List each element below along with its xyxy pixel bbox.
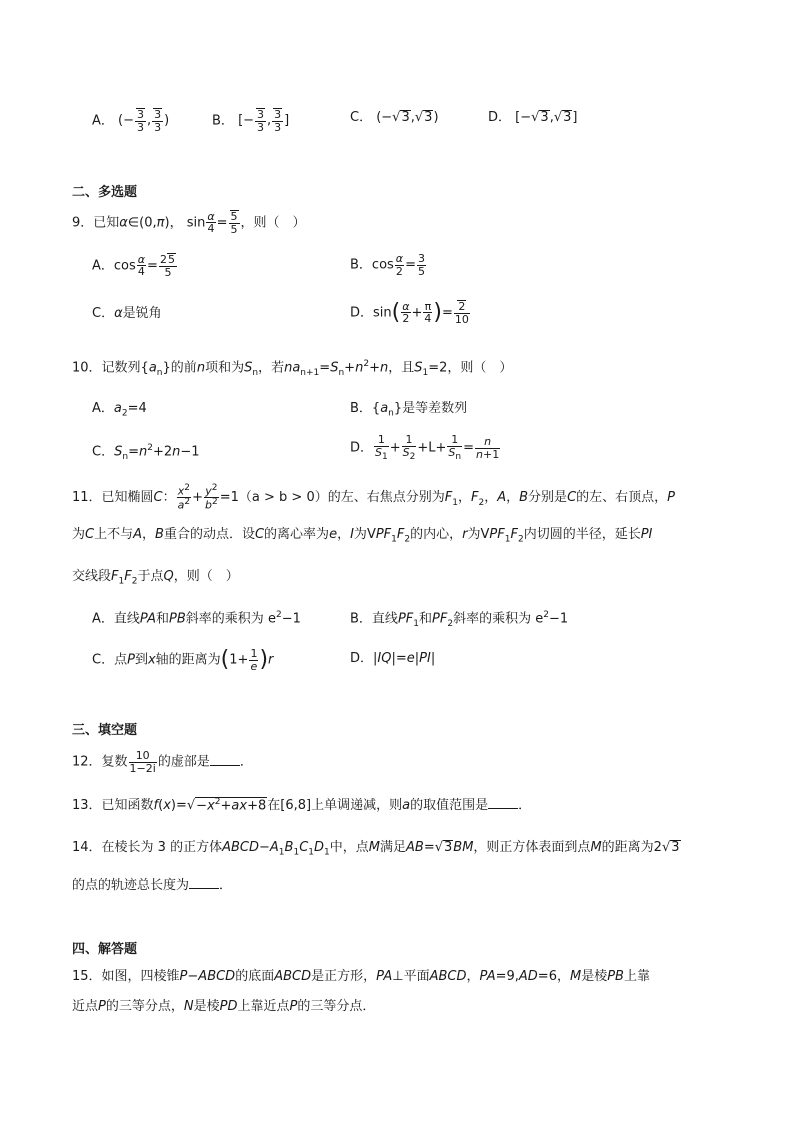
q10-option-c: C．$S_n=n^2+2n-1$ — [92, 443, 200, 462]
q15-line-2: 近点P的三等分点，N是棱PD上靠近点P的三等分点． — [72, 999, 376, 1014]
option-letter: C． — [350, 110, 373, 125]
answer-blank[interactable] — [189, 876, 219, 889]
stem-text: 是棱 — [581, 969, 608, 984]
section-heading-fill-in: 三、填空题 — [72, 723, 138, 738]
q10-option-b: B．$\{a_n\}$是等差数列 — [350, 401, 468, 419]
q9-option-b: B．cos $\frac{\alpha}{2}$ = $\frac{3}{5}$ — [350, 252, 425, 278]
option-text: 和 — [419, 611, 433, 627]
stem-text: ， — [466, 969, 480, 984]
option-text: 点 — [114, 652, 128, 668]
stem-text: 平面 — [403, 969, 430, 984]
stem-text: 上不与 — [94, 527, 134, 542]
stem-text: 于点 — [137, 569, 164, 584]
stem-text: ，则（ ） — [447, 360, 513, 376]
option-text: 到 — [134, 652, 148, 668]
stem-text: ， — [556, 969, 570, 984]
stem-text: 是棱 — [193, 999, 220, 1014]
stem-text: 的底面 — [235, 969, 275, 984]
stem-text: 14．在棱长为 3 的正方体 — [72, 840, 223, 855]
q8-option-c — [350, 110, 439, 125]
q8-option-a-math: (− $\frac{3}{3}$ , $\frac{3}{3}$ ) — [118, 108, 170, 135]
section-heading-multiple-choice: 二、多选题 — [72, 185, 138, 200]
stem-text: ． — [219, 878, 233, 893]
stem-text: 内切圆的半径，延长 — [523, 527, 641, 542]
q9-option-c: C．α是锐角 — [92, 306, 162, 321]
stem-text: 的前 — [170, 360, 197, 376]
q11-line-3: 交线段$F_1F_2$于点Q，则（ ） — [72, 569, 239, 587]
stem-text: 分别是 — [528, 490, 568, 506]
q15-line-1: 15．如图，四棱锥P−ABCD的底面ABCD是正方形，PA⊥平面ABCD，PA=9,AD=6，M是棱PB上靠 — [72, 969, 650, 984]
q10-stem: 10．记数列$\{a_n\}$的前n项和为$S_n$，若$na_{n+1}=S_n+n^2+n$，且$S_1=2$，则（ ） — [72, 359, 513, 378]
option-letter: B． — [350, 257, 372, 273]
option-letter: C． — [92, 306, 115, 321]
q9-option-d: D．sin( $\frac{\alpha}{2}$ + $\frac{\pi}{4}$ )= $\frac{2}{10}$ — [350, 299, 469, 327]
answer-blank[interactable] — [488, 796, 518, 809]
option-letter: D． — [350, 651, 374, 666]
q11-option-c: C．点P到x轴的距离为(1+ $\frac{1}{e}$ )r — [92, 647, 274, 673]
stem-text: 为 — [353, 527, 367, 542]
stem-text: 上靠近点 — [237, 999, 290, 1014]
stem-text: 为 — [467, 527, 481, 542]
q8-option-c-math: (−√3,√3) — [376, 110, 439, 125]
stem-text: 的内心， — [410, 527, 463, 542]
stem-text: 的三等分点， — [105, 999, 184, 1014]
option-text: 斜率的乘积为 — [453, 611, 532, 627]
stem-text: 的左、右顶点， — [576, 490, 668, 506]
stem-text: ，则（ ） — [240, 215, 306, 231]
q9-option-a: A．cos $\frac{\alpha}{4}$ = $\frac{25}{5}$ — [92, 252, 175, 280]
q11-option-b: B．直线$PF_1$和$PF_2$斜率的乘积为 $e^2-1$ — [350, 610, 569, 629]
section-heading-solution: 四、解答题 — [72, 942, 138, 957]
option-letter: B． — [350, 611, 372, 627]
stem-text: 12．复数 — [72, 754, 128, 770]
stem-text: 的点的轨迹总长度为 — [72, 878, 190, 893]
q12: 12．复数 $\frac{10}{1-2i}$ 的虚部是 ． — [72, 749, 253, 775]
stem-text: 是正方形， — [311, 969, 377, 984]
q8-option-d — [488, 110, 577, 125]
stem-text: ，则（ ） — [173, 569, 239, 584]
q11-line-1: 11．已知椭圆C： $\frac{x^2}{a^2}$ + $\frac{y^2}{b^2}$ =1（a > b > 0）的左、右焦点分别为$F_1$，$F_2$，A，B分别是C的左、右顶点，P — [72, 483, 675, 512]
q11-option-d: D．|IQ|=e|PI| — [350, 651, 436, 666]
option-text: 和 — [156, 611, 170, 627]
math-expr: α — [119, 215, 128, 231]
stem-text: 的距离为 — [601, 840, 654, 855]
stem-text: 的离心率为 — [264, 527, 330, 542]
stem-text: 的三等分点． — [297, 999, 376, 1014]
stem-text: ，则正方体表面到点 — [473, 840, 591, 855]
q8-option-b — [212, 108, 289, 134]
option-letter: A． — [92, 113, 114, 129]
q14-line-1: 14．在棱长为 3 的正方体$ABCD-A_1B_1C_1D_1$中，点M满足AB=√3BM，则正方体表面到点M的距离为2√3 — [72, 840, 680, 858]
q8-option-a — [92, 108, 169, 134]
stem-text: 15．如图，四棱锥 — [72, 969, 180, 984]
stem-text: ， — [169, 215, 183, 231]
option-letter: B． — [350, 401, 372, 416]
option-letter: C． — [92, 444, 115, 460]
stem-text: ，若 — [258, 360, 285, 376]
stem-text: 上靠 — [623, 969, 650, 984]
option-letter: A． — [92, 611, 114, 627]
q14-line-2 — [72, 876, 232, 892]
q8-option-d-math: [−√3,√3] — [515, 110, 578, 125]
stem-text: 在 — [267, 798, 281, 813]
stem-text: 近点 — [72, 999, 99, 1014]
option-text: 轴的距离为 — [155, 652, 221, 668]
option-letter: A． — [92, 401, 114, 416]
q13: 13．已知函数$f(x)=√-x^2+ax+8$在[6,8]上单调递减，则a的取值范围是 ． — [72, 796, 532, 813]
stem-text: 11．已知椭圆 — [72, 490, 154, 506]
stem-text: ，且 — [388, 360, 415, 376]
q10-option-a: A．$a_2=4$ — [92, 401, 147, 419]
stem-text: （a > b > 0）的左、右焦点分别为 — [238, 490, 445, 506]
stem-text: 中，点 — [329, 840, 369, 855]
answer-blank[interactable] — [210, 753, 240, 766]
stem-text: 满足 — [379, 840, 406, 855]
option-text: 直线 — [113, 611, 140, 627]
option-letter: D． — [488, 110, 512, 125]
option-letter: D． — [350, 440, 374, 456]
stem-text: 13．已知函数 — [72, 798, 154, 813]
option-text: 是等差数列 — [402, 401, 468, 416]
stem-text: 交线段 — [72, 569, 112, 584]
stem-text: 的虚部是 — [157, 754, 210, 770]
stem-text: ． — [518, 798, 532, 813]
stem-text: 10．记数列 — [72, 360, 141, 376]
q11-line-2: 为C上不与A，B重合的动点．设C的离心率为e，I为$VPF_1F_2$的内心，r为$VPF_1F_2$内切圆的半径，延长PI — [72, 527, 653, 545]
q11-option-a: A．直线PA和PB斜率的乘积为 $e^2-1$ — [92, 610, 301, 627]
q10-option-d: D． $\frac{1}{S_1}$ + $\frac{1}{S_2}$ +L+ $\frac{1}{S_n}$ = $\frac{n}{n+1}$ — [350, 433, 500, 462]
stem-text: 的取值范围是 — [410, 798, 489, 813]
stem-text: 项和为 — [205, 360, 245, 376]
option-letter: A． — [92, 258, 114, 274]
option-letter: D． — [350, 305, 374, 321]
option-letter: C． — [92, 652, 115, 668]
option-text: 是锐角 — [122, 306, 162, 321]
stem-text: 为 — [72, 527, 86, 542]
option-text: 斜率的乘积为 — [185, 611, 264, 627]
q8-option-b-math: [− $\frac{3}{3}$ , $\frac{3}{3}$ ] — [238, 108, 290, 135]
option-text: 直线 — [371, 611, 398, 627]
stem-text: 9．已知 — [72, 215, 120, 231]
option-letter: B． — [212, 113, 234, 129]
stem-text: 重合的动点．设 — [163, 527, 255, 542]
stem-text: 上单调递减，则 — [311, 798, 403, 813]
stem-text: ． — [239, 754, 253, 770]
q9-stem: 9．已知α∈(0,π)， sin $\frac{\alpha}{4}$ = $\frac{5}{5}$ ，则（ ） — [72, 209, 306, 237]
